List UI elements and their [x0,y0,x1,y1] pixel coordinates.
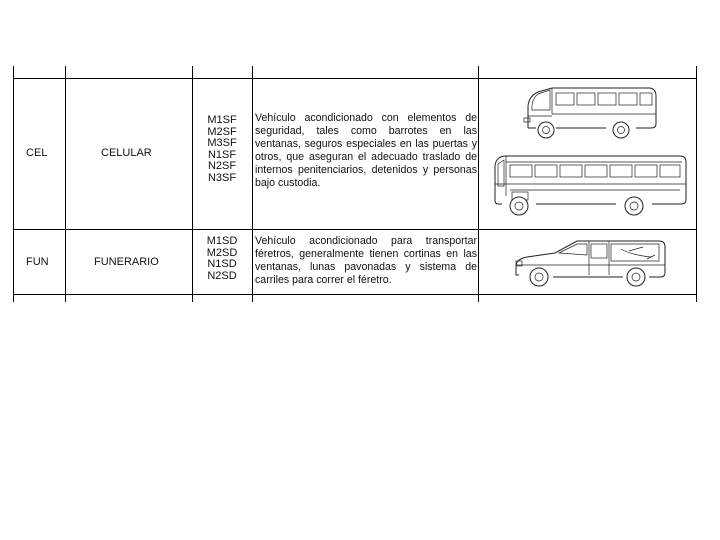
table-divider-1 [65,66,66,302]
row-separator-top [13,78,697,79]
code-item: M2SD [206,246,238,259]
category-codes [192,115,252,185]
table-border-right [696,66,697,302]
category-codes [192,236,252,282]
category-abbreviation: FUN [26,256,49,268]
category-abbreviation: CEL [26,147,48,159]
code-item: N1SD [207,258,237,271]
table-divider-4 [478,66,479,302]
code-item: N2SF [207,160,237,173]
code-item: N3SF [207,171,237,184]
minibus-icon [522,84,662,142]
category-name: CELULAR [101,147,152,159]
code-item: M1SF [207,114,237,126]
code-item: M2SF [207,125,237,138]
bus-icon [490,150,690,218]
row-separator-middle [13,229,697,230]
hearse-icon [511,235,671,291]
code-item: M1SD [206,235,238,247]
table-border-left [13,66,14,302]
category-name: FUNERARIO [94,256,159,268]
table-divider-3 [252,66,253,302]
code-item: M3SF [207,137,237,150]
category-description: Vehículo acondicionado con elementos de seguridad, tales como barrotes en las ventanas, seguros especiales en las puertas y otros, que aseguran el adecuado traslado de internos penitenciarios, detenidos y personas bajo custodia. [255,112,477,190]
category-description: Vehículo acondicionado para transportar féretros, generalmente tienen cortinas en las ventanas, lunas pavonadas y sistema de carriles para correr el féretro. [255,235,477,287]
row-separator-bottom [13,294,697,295]
code-item: N1SF [207,148,237,161]
code-item: N2SD [207,269,237,282]
